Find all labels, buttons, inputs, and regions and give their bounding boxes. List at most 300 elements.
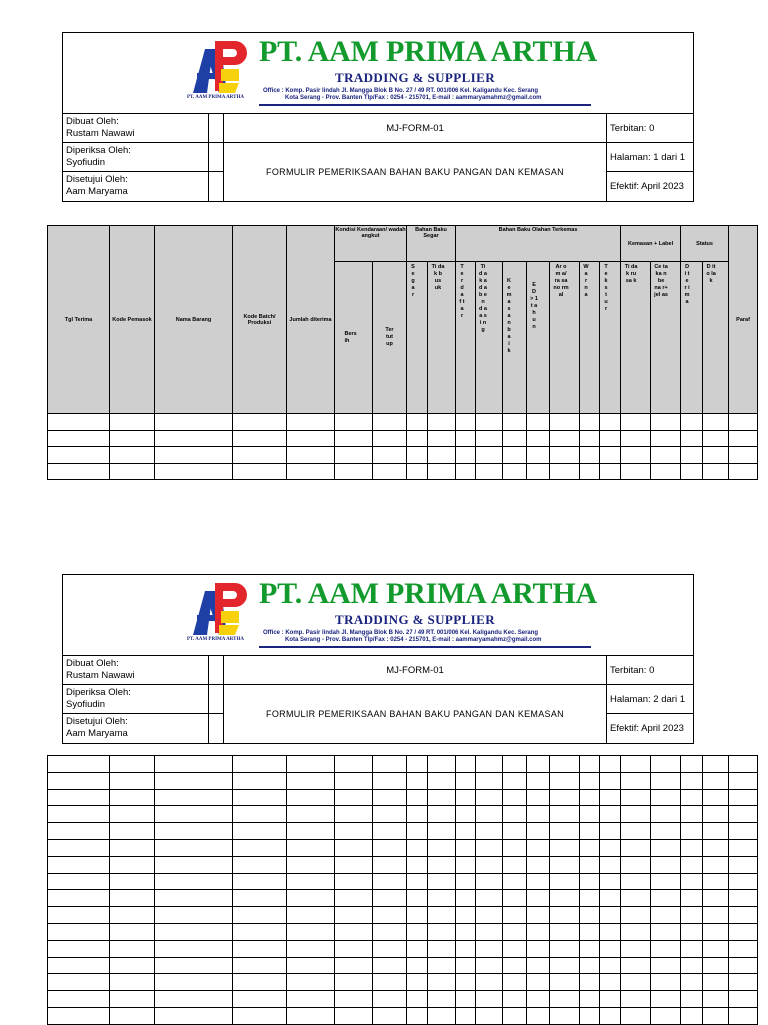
- table-cell[interactable]: [527, 463, 550, 480]
- table-cell[interactable]: [600, 974, 621, 991]
- table-cell[interactable]: [476, 923, 503, 940]
- table-cell[interactable]: [428, 974, 456, 991]
- table-cell[interactable]: [335, 856, 373, 873]
- table-cell[interactable]: [681, 463, 703, 480]
- table-cell[interactable]: [527, 974, 550, 991]
- table-cell[interactable]: [456, 907, 476, 924]
- table-cell[interactable]: [373, 991, 407, 1008]
- table-cell[interactable]: [550, 1007, 580, 1024]
- table-cell[interactable]: [503, 430, 527, 447]
- table-cell[interactable]: [155, 923, 233, 940]
- table-cell[interactable]: [428, 856, 456, 873]
- table-cell[interactable]: [621, 940, 651, 957]
- table-cell[interactable]: [335, 772, 373, 789]
- table-cell[interactable]: [703, 974, 729, 991]
- table-cell[interactable]: [527, 890, 550, 907]
- table-cell[interactable]: [233, 957, 287, 974]
- table-cell[interactable]: [476, 957, 503, 974]
- table-cell[interactable]: [681, 789, 703, 806]
- table-cell[interactable]: [287, 907, 335, 924]
- table-cell[interactable]: [580, 756, 600, 773]
- table-cell[interactable]: [335, 447, 373, 464]
- table-cell[interactable]: [600, 806, 621, 823]
- table-cell[interactable]: [373, 957, 407, 974]
- table-cell[interactable]: [703, 756, 729, 773]
- table-cell[interactable]: [407, 823, 428, 840]
- table-cell[interactable]: [335, 756, 373, 773]
- table-cell[interactable]: [621, 823, 651, 840]
- table-cell[interactable]: [233, 756, 287, 773]
- table-cell[interactable]: [110, 974, 155, 991]
- table-cell[interactable]: [621, 447, 651, 464]
- table-cell[interactable]: [428, 890, 456, 907]
- table-cell[interactable]: [456, 957, 476, 974]
- table-cell[interactable]: [729, 447, 758, 464]
- table-cell[interactable]: [703, 806, 729, 823]
- table-cell[interactable]: [335, 463, 373, 480]
- table-cell[interactable]: [527, 957, 550, 974]
- table-cell[interactable]: [407, 430, 428, 447]
- table-cell[interactable]: [110, 890, 155, 907]
- table-cell[interactable]: [456, 463, 476, 480]
- table-cell[interactable]: [287, 414, 335, 431]
- table-cell[interactable]: [110, 430, 155, 447]
- table-cell[interactable]: [373, 806, 407, 823]
- table-cell[interactable]: [428, 447, 456, 464]
- table-cell[interactable]: [729, 957, 758, 974]
- table-cell[interactable]: [155, 839, 233, 856]
- table-cell[interactable]: [550, 463, 580, 480]
- table-cell[interactable]: [527, 873, 550, 890]
- table-cell[interactable]: [621, 923, 651, 940]
- table-cell[interactable]: [550, 856, 580, 873]
- table-cell[interactable]: [110, 923, 155, 940]
- table-cell[interactable]: [407, 414, 428, 431]
- table-cell[interactable]: [651, 463, 681, 480]
- table-cell[interactable]: [729, 823, 758, 840]
- table-cell[interactable]: [373, 823, 407, 840]
- table-cell[interactable]: [580, 823, 600, 840]
- table-cell[interactable]: [703, 447, 729, 464]
- table-cell[interactable]: [155, 756, 233, 773]
- table-cell[interactable]: [729, 923, 758, 940]
- table-cell[interactable]: [703, 772, 729, 789]
- table-cell[interactable]: [550, 957, 580, 974]
- table-cell[interactable]: [48, 414, 110, 431]
- table-cell[interactable]: [155, 957, 233, 974]
- table-cell[interactable]: [703, 856, 729, 873]
- table-cell[interactable]: [703, 1007, 729, 1024]
- table-cell[interactable]: [407, 873, 428, 890]
- table-cell[interactable]: [651, 430, 681, 447]
- table-cell[interactable]: [651, 957, 681, 974]
- table-cell[interactable]: [476, 907, 503, 924]
- table-cell[interactable]: [476, 839, 503, 856]
- table-cell[interactable]: [527, 940, 550, 957]
- table-cell[interactable]: [550, 873, 580, 890]
- table-cell[interactable]: [600, 430, 621, 447]
- table-cell[interactable]: [456, 923, 476, 940]
- table-cell[interactable]: [681, 806, 703, 823]
- table-cell[interactable]: [233, 974, 287, 991]
- table-cell[interactable]: [651, 839, 681, 856]
- table-cell[interactable]: [550, 907, 580, 924]
- table-cell[interactable]: [428, 940, 456, 957]
- table-cell[interactable]: [681, 940, 703, 957]
- table-cell[interactable]: [729, 463, 758, 480]
- table-cell[interactable]: [503, 756, 527, 773]
- table-cell[interactable]: [233, 463, 287, 480]
- table-cell[interactable]: [456, 756, 476, 773]
- table-cell[interactable]: [600, 940, 621, 957]
- table-cell[interactable]: [503, 806, 527, 823]
- table-cell[interactable]: [110, 806, 155, 823]
- table-cell[interactable]: [729, 789, 758, 806]
- table-cell[interactable]: [48, 756, 110, 773]
- table-cell[interactable]: [476, 823, 503, 840]
- table-cell[interactable]: [580, 430, 600, 447]
- table-cell[interactable]: [651, 789, 681, 806]
- table-cell[interactable]: [407, 806, 428, 823]
- table-cell[interactable]: [373, 907, 407, 924]
- table-cell[interactable]: [48, 789, 110, 806]
- table-cell[interactable]: [621, 772, 651, 789]
- table-cell[interactable]: [580, 856, 600, 873]
- table-cell[interactable]: [155, 447, 233, 464]
- table-cell[interactable]: [729, 772, 758, 789]
- table-cell[interactable]: [287, 890, 335, 907]
- table-cell[interactable]: [155, 772, 233, 789]
- table-cell[interactable]: [600, 991, 621, 1008]
- table-cell[interactable]: [456, 1007, 476, 1024]
- table-cell[interactable]: [155, 823, 233, 840]
- table-cell[interactable]: [287, 430, 335, 447]
- table-cell[interactable]: [373, 839, 407, 856]
- table-cell[interactable]: [476, 974, 503, 991]
- table-cell[interactable]: [373, 923, 407, 940]
- table-cell[interactable]: [600, 957, 621, 974]
- table-cell[interactable]: [600, 890, 621, 907]
- table-cell[interactable]: [550, 923, 580, 940]
- table-cell[interactable]: [527, 839, 550, 856]
- table-cell[interactable]: [287, 957, 335, 974]
- table-cell[interactable]: [703, 957, 729, 974]
- table-cell[interactable]: [407, 839, 428, 856]
- table-cell[interactable]: [407, 957, 428, 974]
- table-cell[interactable]: [335, 806, 373, 823]
- table-cell[interactable]: [681, 907, 703, 924]
- table-cell[interactable]: [621, 991, 651, 1008]
- table-cell[interactable]: [580, 890, 600, 907]
- table-cell[interactable]: [456, 772, 476, 789]
- table-cell[interactable]: [233, 430, 287, 447]
- table-cell[interactable]: [729, 940, 758, 957]
- table-cell[interactable]: [373, 940, 407, 957]
- table-cell[interactable]: [651, 991, 681, 1008]
- table-cell[interactable]: [550, 839, 580, 856]
- table-cell[interactable]: [729, 907, 758, 924]
- table-cell[interactable]: [456, 806, 476, 823]
- table-cell[interactable]: [621, 806, 651, 823]
- table-cell[interactable]: [600, 756, 621, 773]
- table-cell[interactable]: [476, 447, 503, 464]
- table-cell[interactable]: [155, 414, 233, 431]
- table-cell[interactable]: [48, 447, 110, 464]
- table-cell[interactable]: [503, 463, 527, 480]
- table-cell[interactable]: [335, 923, 373, 940]
- table-cell[interactable]: [681, 839, 703, 856]
- table-cell[interactable]: [550, 806, 580, 823]
- table-cell[interactable]: [550, 430, 580, 447]
- table-cell[interactable]: [428, 873, 456, 890]
- table-cell[interactable]: [110, 839, 155, 856]
- table-cell[interactable]: [373, 974, 407, 991]
- table-cell[interactable]: [335, 940, 373, 957]
- table-cell[interactable]: [287, 873, 335, 890]
- table-cell[interactable]: [233, 873, 287, 890]
- table-cell[interactable]: [48, 991, 110, 1008]
- table-cell[interactable]: [580, 772, 600, 789]
- table-cell[interactable]: [407, 1007, 428, 1024]
- table-cell[interactable]: [48, 839, 110, 856]
- table-cell[interactable]: [287, 923, 335, 940]
- table-cell[interactable]: [287, 789, 335, 806]
- table-cell[interactable]: [110, 957, 155, 974]
- table-cell[interactable]: [110, 447, 155, 464]
- table-cell[interactable]: [550, 447, 580, 464]
- table-cell[interactable]: [729, 414, 758, 431]
- table-cell[interactable]: [110, 756, 155, 773]
- table-cell[interactable]: [373, 856, 407, 873]
- table-cell[interactable]: [600, 907, 621, 924]
- table-cell[interactable]: [335, 890, 373, 907]
- table-cell[interactable]: [233, 414, 287, 431]
- table-cell[interactable]: [703, 873, 729, 890]
- table-cell[interactable]: [580, 923, 600, 940]
- table-cell[interactable]: [476, 806, 503, 823]
- table-cell[interactable]: [476, 430, 503, 447]
- table-cell[interactable]: [287, 839, 335, 856]
- table-cell[interactable]: [651, 823, 681, 840]
- table-cell[interactable]: [503, 873, 527, 890]
- table-cell[interactable]: [729, 1007, 758, 1024]
- table-cell[interactable]: [621, 890, 651, 907]
- table-cell[interactable]: [580, 463, 600, 480]
- table-cell[interactable]: [527, 772, 550, 789]
- table-cell[interactable]: [155, 890, 233, 907]
- table-cell[interactable]: [681, 923, 703, 940]
- table-cell[interactable]: [335, 430, 373, 447]
- table-cell[interactable]: [48, 823, 110, 840]
- table-cell[interactable]: [729, 806, 758, 823]
- table-cell[interactable]: [703, 839, 729, 856]
- table-cell[interactable]: [527, 991, 550, 1008]
- table-cell[interactable]: [550, 991, 580, 1008]
- table-cell[interactable]: [335, 974, 373, 991]
- table-cell[interactable]: [527, 447, 550, 464]
- table-cell[interactable]: [580, 991, 600, 1008]
- table-cell[interactable]: [729, 890, 758, 907]
- table-cell[interactable]: [729, 839, 758, 856]
- table-cell[interactable]: [621, 839, 651, 856]
- table-cell[interactable]: [155, 806, 233, 823]
- table-cell[interactable]: [155, 430, 233, 447]
- table-cell[interactable]: [155, 856, 233, 873]
- table-cell[interactable]: [621, 957, 651, 974]
- table-cell[interactable]: [233, 907, 287, 924]
- table-cell[interactable]: [703, 823, 729, 840]
- table-cell[interactable]: [729, 974, 758, 991]
- table-cell[interactable]: [456, 856, 476, 873]
- table-cell[interactable]: [155, 1007, 233, 1024]
- table-cell[interactable]: [233, 447, 287, 464]
- table-cell[interactable]: [703, 923, 729, 940]
- table-cell[interactable]: [476, 414, 503, 431]
- table-cell[interactable]: [476, 940, 503, 957]
- table-cell[interactable]: [527, 907, 550, 924]
- table-cell[interactable]: [651, 907, 681, 924]
- table-cell[interactable]: [503, 940, 527, 957]
- table-cell[interactable]: [48, 806, 110, 823]
- table-cell[interactable]: [681, 772, 703, 789]
- table-cell[interactable]: [407, 772, 428, 789]
- table-cell[interactable]: [233, 772, 287, 789]
- table-cell[interactable]: [600, 823, 621, 840]
- table-cell[interactable]: [503, 974, 527, 991]
- table-cell[interactable]: [527, 1007, 550, 1024]
- table-cell[interactable]: [580, 1007, 600, 1024]
- table-cell[interactable]: [456, 974, 476, 991]
- table-cell[interactable]: [287, 940, 335, 957]
- table-cell[interactable]: [233, 991, 287, 1008]
- table-cell[interactable]: [476, 856, 503, 873]
- table-cell[interactable]: [373, 430, 407, 447]
- table-cell[interactable]: [476, 756, 503, 773]
- table-cell[interactable]: [335, 789, 373, 806]
- table-cell[interactable]: [110, 414, 155, 431]
- table-cell[interactable]: [456, 839, 476, 856]
- table-cell[interactable]: [580, 789, 600, 806]
- table-cell[interactable]: [335, 873, 373, 890]
- table-cell[interactable]: [407, 447, 428, 464]
- table-cell[interactable]: [233, 823, 287, 840]
- table-cell[interactable]: [287, 823, 335, 840]
- table-cell[interactable]: [681, 430, 703, 447]
- table-cell[interactable]: [373, 873, 407, 890]
- table-cell[interactable]: [651, 1007, 681, 1024]
- table-cell[interactable]: [48, 890, 110, 907]
- table-cell[interactable]: [503, 789, 527, 806]
- table-cell[interactable]: [287, 772, 335, 789]
- table-cell[interactable]: [110, 856, 155, 873]
- table-cell[interactable]: [456, 414, 476, 431]
- table-cell[interactable]: [48, 856, 110, 873]
- table-cell[interactable]: [651, 806, 681, 823]
- table-cell[interactable]: [428, 772, 456, 789]
- table-cell[interactable]: [651, 856, 681, 873]
- table-cell[interactable]: [407, 756, 428, 773]
- table-cell[interactable]: [407, 789, 428, 806]
- table-cell[interactable]: [373, 463, 407, 480]
- table-cell[interactable]: [48, 1007, 110, 1024]
- table-cell[interactable]: [110, 463, 155, 480]
- table-cell[interactable]: [110, 789, 155, 806]
- table-cell[interactable]: [527, 756, 550, 773]
- table-cell[interactable]: [550, 940, 580, 957]
- table-cell[interactable]: [428, 991, 456, 1008]
- table-cell[interactable]: [681, 890, 703, 907]
- table-cell[interactable]: [621, 463, 651, 480]
- table-cell[interactable]: [48, 772, 110, 789]
- table-cell[interactable]: [681, 974, 703, 991]
- table-cell[interactable]: [527, 430, 550, 447]
- table-cell[interactable]: [621, 856, 651, 873]
- table-cell[interactable]: [703, 890, 729, 907]
- table-cell[interactable]: [729, 873, 758, 890]
- table-cell[interactable]: [621, 756, 651, 773]
- table-cell[interactable]: [48, 923, 110, 940]
- table-cell[interactable]: [155, 991, 233, 1008]
- table-cell[interactable]: [600, 789, 621, 806]
- table-cell[interactable]: [428, 1007, 456, 1024]
- table-cell[interactable]: [110, 907, 155, 924]
- table-cell[interactable]: [580, 447, 600, 464]
- table-cell[interactable]: [600, 1007, 621, 1024]
- table-cell[interactable]: [428, 957, 456, 974]
- table-cell[interactable]: [550, 974, 580, 991]
- table-cell[interactable]: [233, 839, 287, 856]
- table-cell[interactable]: [233, 789, 287, 806]
- table-cell[interactable]: [729, 856, 758, 873]
- table-cell[interactable]: [580, 940, 600, 957]
- table-cell[interactable]: [580, 957, 600, 974]
- table-cell[interactable]: [550, 789, 580, 806]
- table-cell[interactable]: [456, 789, 476, 806]
- table-cell[interactable]: [407, 890, 428, 907]
- table-cell[interactable]: [703, 991, 729, 1008]
- table-cell[interactable]: [600, 463, 621, 480]
- table-cell[interactable]: [600, 839, 621, 856]
- table-cell[interactable]: [703, 789, 729, 806]
- table-cell[interactable]: [503, 923, 527, 940]
- table-cell[interactable]: [48, 463, 110, 480]
- table-cell[interactable]: [428, 823, 456, 840]
- table-cell[interactable]: [621, 1007, 651, 1024]
- table-cell[interactable]: [287, 1007, 335, 1024]
- table-cell[interactable]: [580, 873, 600, 890]
- table-cell[interactable]: [48, 940, 110, 957]
- table-cell[interactable]: [428, 839, 456, 856]
- table-cell[interactable]: [621, 430, 651, 447]
- table-cell[interactable]: [407, 923, 428, 940]
- table-cell[interactable]: [287, 974, 335, 991]
- table-cell[interactable]: [621, 873, 651, 890]
- table-cell[interactable]: [600, 923, 621, 940]
- table-cell[interactable]: [621, 789, 651, 806]
- table-cell[interactable]: [503, 839, 527, 856]
- table-cell[interactable]: [233, 940, 287, 957]
- table-cell[interactable]: [703, 463, 729, 480]
- table-cell[interactable]: [287, 856, 335, 873]
- table-cell[interactable]: [476, 890, 503, 907]
- table-cell[interactable]: [681, 447, 703, 464]
- table-cell[interactable]: [287, 806, 335, 823]
- table-cell[interactable]: [428, 789, 456, 806]
- table-cell[interactable]: [580, 839, 600, 856]
- table-cell[interactable]: [155, 907, 233, 924]
- table-cell[interactable]: [681, 1007, 703, 1024]
- table-cell[interactable]: [456, 940, 476, 957]
